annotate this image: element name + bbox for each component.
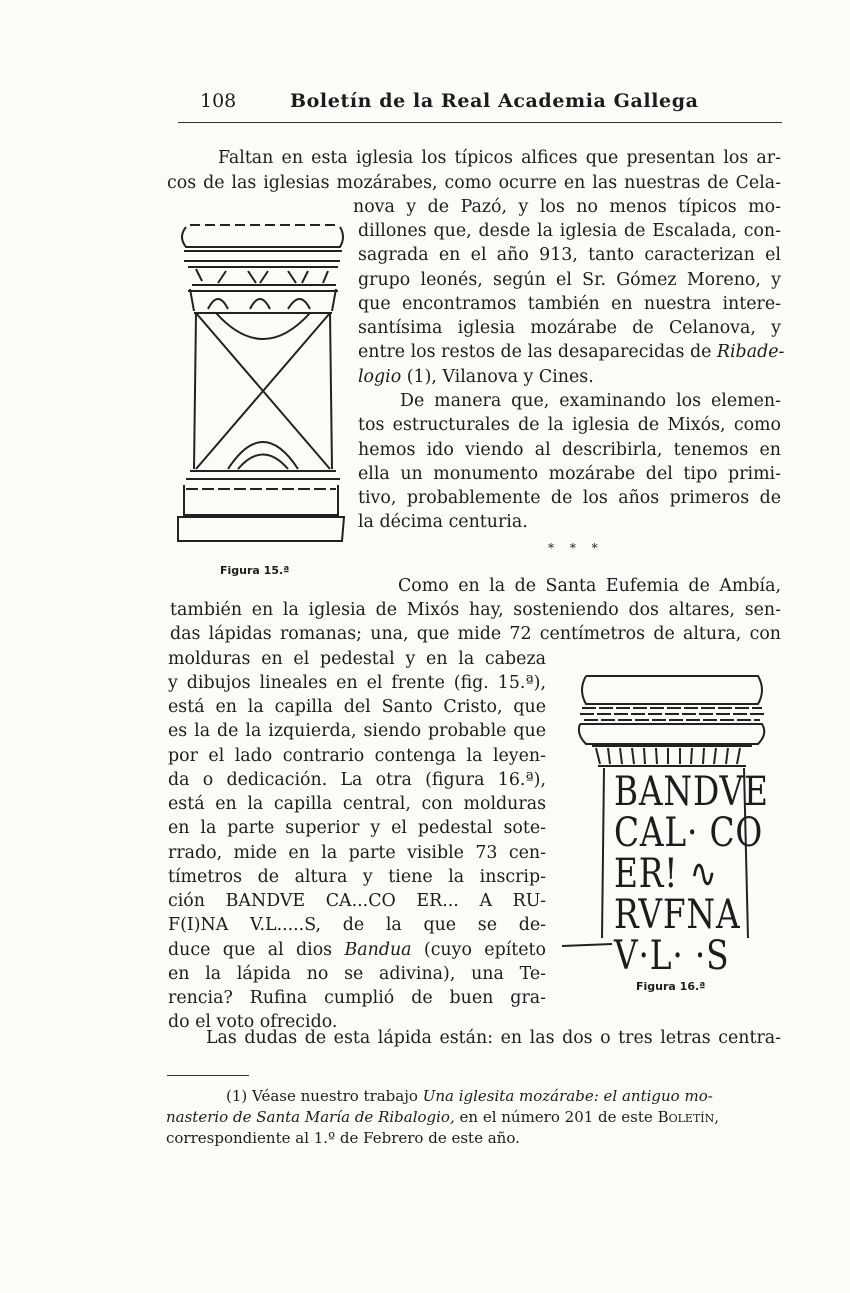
text-line: [358, 340, 785, 364]
footnote-line: [166, 1107, 719, 1128]
text-segment: Véase nuestro trabajo: [252, 1087, 418, 1105]
italic-segment: logio: [358, 367, 402, 387]
text-line: ción BANDVE CA...CO ER... A RU-: [168, 891, 546, 911]
figure-16-caption: Figura 16.ª: [636, 980, 706, 993]
figure-15-drawing: [168, 215, 348, 555]
text-line: tímetros de altura y tiene la inscrip-: [168, 867, 546, 887]
text-line: F(I)NA V.L.....S, de la que se de-: [168, 915, 546, 935]
text-line: do el voto ofrecido.: [168, 1012, 338, 1032]
journal-title: Boletín de la Real Academia Gallega: [290, 90, 699, 112]
text-line: [358, 365, 594, 389]
italic-segment: Bandua: [344, 940, 412, 960]
inscription-line: CAL· CO: [614, 810, 764, 856]
footnote-line: correspondiente al 1.º de Febrero de este año.: [166, 1129, 520, 1147]
text-line: sagrada en el año 913, tanto caracterizan el: [358, 245, 781, 265]
inscription-line: BANDVE: [614, 769, 769, 815]
text-line: das lápidas romanas; una, que mide 72 centímetros de altura, con: [170, 624, 781, 644]
text-line: [168, 938, 546, 962]
text-line: Como en la de Santa Eufemia de Ambía,: [398, 576, 781, 596]
text-line: hemos ido viendo al describirla, tenemos en: [358, 440, 781, 460]
text-line: grupo leonés, según el Sr. Gómez Moreno, y: [358, 270, 781, 290]
text-line: rrado, mide en la parte visible 73 cen-: [168, 843, 546, 863]
italic-segment: Una iglesita mozárabe: el antiguo mo-: [422, 1087, 713, 1105]
text-line: rencia? Rufina cumplió de buen gra-: [168, 988, 546, 1008]
text-line: tos estructurales de la iglesia de Mixós, como: [358, 415, 781, 435]
text-line: está en la capilla del Santo Cristo, que: [168, 697, 546, 717]
text-segment: en el número 201 de este: [459, 1108, 653, 1126]
text-line: molduras en el pedestal y en la cabeza: [168, 649, 546, 669]
section-separator: * * *: [548, 541, 604, 555]
figure-16-inscription: [614, 769, 769, 979]
text-segment: entre los restos de las desaparecidas de: [358, 342, 712, 362]
text-line: es la de la izquierda, siendo probable que: [168, 721, 546, 741]
text-line: De manera que, examinando los elemen-: [400, 391, 781, 411]
text-line: en la parte superior y el pedestal sote-: [168, 818, 546, 838]
smallcaps-segment: Boletín,: [657, 1108, 720, 1126]
page-number: 108: [200, 90, 237, 112]
text-line: tivo, probablemente de los años primeros de: [358, 488, 781, 508]
text-segment: (1), Vilanova y Cines.: [406, 367, 594, 387]
text-line: Faltan en esta iglesia los típicos alfices que presentan los ar-: [218, 148, 781, 168]
italic-segment: Ribade-: [716, 342, 785, 362]
text-line: la décima centuria.: [358, 512, 528, 532]
text-line: da o dedicación. La otra (figura 16.ª),: [168, 770, 546, 790]
text-segment: (cuyo epíteto: [423, 940, 547, 960]
text-line: Las dudas de esta lápida están: en las dos o tres letras centra-: [206, 1028, 781, 1048]
text-line: también en la iglesia de Mixós hay, sosteniendo dos altares, sen-: [170, 600, 781, 620]
text-line: por el lado contrario contenga la leyen-: [168, 746, 546, 766]
figure-15-caption: Figura 15.ª: [220, 564, 290, 577]
footnote-line: [226, 1086, 713, 1107]
footnote-marker: (1): [226, 1087, 248, 1105]
text-line: santísima iglesia mozárabe de Celanova, y: [358, 318, 781, 338]
text-line: está en la capilla central, con molduras: [168, 794, 546, 814]
text-line: que encontramos también en nuestra intere-: [358, 294, 781, 314]
footnote-rule: [167, 1075, 249, 1076]
inscription-line: V·L· ·S: [614, 933, 730, 979]
inscription-line: ER! ∿: [614, 851, 718, 897]
header-rule: [178, 122, 782, 123]
text-line: cos de las iglesias mozárabes, como ocurre en las nuestras de Cela-: [167, 173, 781, 193]
text-line: en la lápida no se adivina), una Te-: [168, 964, 546, 984]
text-line: y dibujos lineales en el frente (fig. 15.ª),: [168, 673, 546, 693]
text-line: dillones que, desde la iglesia de Escalada, con-: [358, 221, 781, 241]
text-line: ella un monumento mozárabe del tipo primi-: [358, 464, 781, 484]
text-line: nova y de Pazó, y los no menos típicos mo-: [353, 197, 781, 217]
text-segment: duce que al dios: [168, 940, 333, 960]
inscription-line: RVFNA: [614, 892, 741, 938]
italic-segment: nasterio de Santa María de Ribalogio,: [166, 1108, 455, 1126]
